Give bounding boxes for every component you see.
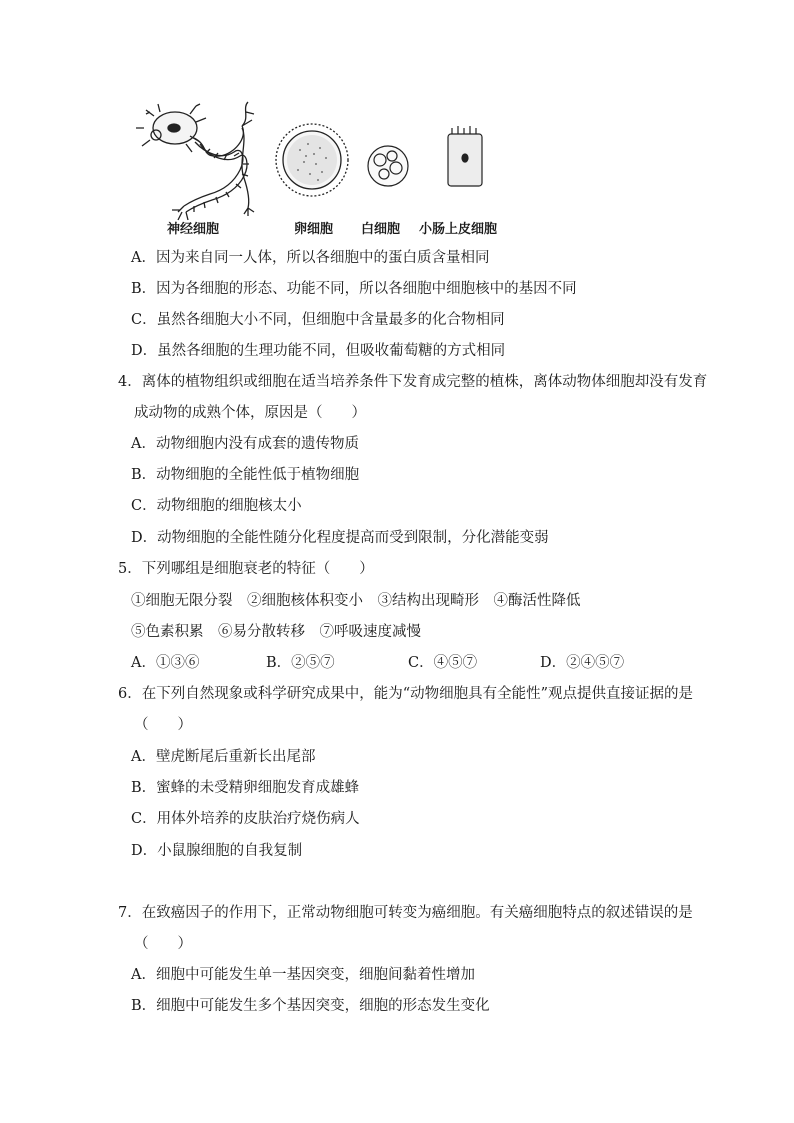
q3-option-a: A．因为来自同一人体，所以各细胞中的蛋白质含量相同 [131, 250, 490, 266]
q7-stem-line2: （ ） [134, 936, 192, 952]
q3-option-d: D．虽然各细胞的生理功能不同，但吸收葡萄糖的方式相同 [131, 343, 506, 359]
q7-stem-line1: 7．在致癌因子的作用下，正常动物细胞可转变为癌细胞。有关癌细胞特点的叙述错误的是 [118, 905, 693, 921]
q6-option-a: A．壁虎断尾后重新长出尾部 [131, 749, 316, 765]
q5-choice-b: B．②⑤⑦ [266, 655, 335, 671]
q6-stem-line2: （ ） [134, 717, 192, 733]
q5-items-line1: ①细胞无限分裂 ②细胞核体积变小 ③结构出现畸形 ④酶活性降低 [131, 593, 581, 609]
egg-cell-drawing [276, 124, 348, 196]
q5-choice-a: A．①③⑥ [131, 655, 200, 671]
q3-option-c: C．虽然各细胞大小不同，但细胞中含量最多的化合物相同 [131, 312, 505, 328]
q6-option-b: B．蜜蜂的未受精卵细胞发育成雄蜂 [131, 780, 360, 796]
q6-option-c: C．用体外培养的皮肤治疗烧伤病人 [131, 811, 360, 827]
q3-option-b: B．因为各细胞的形态、功能不同，所以各细胞中细胞核中的基因不同 [131, 281, 577, 297]
q5-choices [131, 653, 624, 673]
intestinal-epithelial-cell-drawing [448, 126, 482, 186]
q4-option-a: A．动物细胞内没有成套的遗传物质 [131, 436, 359, 452]
q5-choice-c: C．④⑤⑦ [408, 655, 478, 671]
q6-stem-line1: 6．在下列自然现象或科学研究成果中，能为“动物细胞具有全能性”观点提供直接证据的是 [118, 686, 694, 702]
label-white-blood-cell: 白细胞 [361, 222, 401, 237]
label-egg-cell: 卵细胞 [294, 222, 334, 237]
q4-option-c: C．动物细胞的细胞核太小 [131, 498, 302, 514]
q7-option-b: B．细胞中可能发生多个基因突变，细胞的形态发生变化 [131, 998, 490, 1014]
q4-stem-line2: 成动物的成熟个体，原因是（ ） [134, 405, 366, 421]
label-neuron: 神经细胞 [167, 222, 220, 237]
white-blood-cell-drawing [368, 146, 408, 186]
q5-choice-d: D．②④⑤⑦ [540, 655, 625, 671]
q5-items-line2: ⑤色素积累 ⑥易分散转移 ⑦呼吸速度减慢 [131, 624, 421, 640]
label-intestinal-cell: 小肠上皮细胞 [419, 222, 498, 237]
q7-option-a: A．细胞中可能发生单一基因突变，细胞间黏着性增加 [131, 967, 475, 983]
cell-types-figure [130, 98, 510, 238]
neuron-drawing [136, 102, 254, 220]
q4-option-d: D．动物细胞的全能性随分化程度提高而受到限制，分化潜能变弱 [131, 530, 549, 546]
q6-option-d: D．小鼠腺细胞的自我复制 [131, 843, 303, 859]
q4-stem-line1: 4．离体的植物组织或细胞在适当培养条件下发育成完整的植株，离体动物体细胞却没有发育 [118, 374, 708, 390]
q4-option-b: B．动物细胞的全能性低于植物细胞 [131, 467, 360, 483]
q5-stem: 5．下列哪组是细胞衰老的特征（ ） [118, 561, 374, 577]
